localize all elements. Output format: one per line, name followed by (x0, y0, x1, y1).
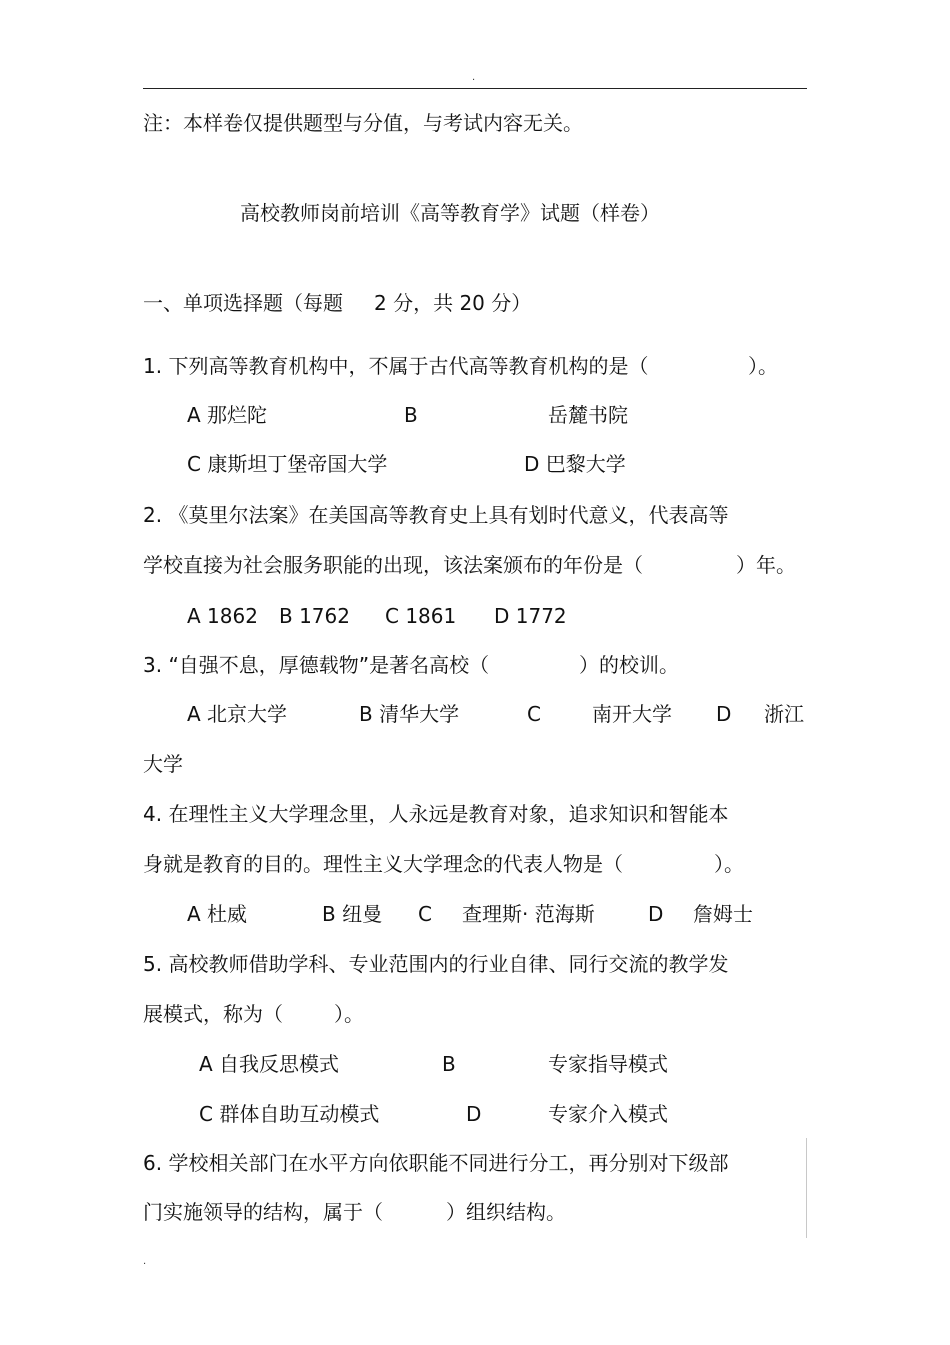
question-1-text-end: ）。 (748, 354, 778, 378)
q4-option-c: 查理斯· 范海斯 (462, 902, 595, 926)
q2-option-c: C 1861 (385, 604, 457, 628)
section-heading: 一、单项选择题（每题 (143, 291, 343, 315)
question-5-text: 5. 高校教师借助学科、专业范围内的行业自律、同行交流的教学发 (143, 952, 729, 976)
q3-option-d: 浙江 (764, 702, 804, 726)
question-6-text-2: 门实施领导的结构，属于（ (143, 1200, 383, 1224)
q4-option-c-label: C (418, 902, 432, 926)
q1-option-c: C 康斯坦丁堡帝国大学 (187, 452, 388, 476)
page-title: 高校教师岗前培训《高等教育学》试题（样卷） (240, 201, 660, 225)
q1-option-b-label: B (404, 403, 418, 427)
question-5-text-end: ）。 (334, 1002, 364, 1026)
q4-option-b: B 纽曼 (322, 902, 383, 926)
q3-option-b: B 清华大学 (359, 702, 460, 726)
note-text: 注：本样卷仅提供题型与分值，与考试内容无关。 (143, 111, 583, 135)
q2-option-b: B 1762 (279, 604, 350, 628)
q1-option-d: D 巴黎大学 (524, 452, 626, 476)
header-rule (143, 88, 807, 89)
q3-option-d-label: D (716, 702, 732, 726)
question-4-text: 4. 在理性主义大学理念里，人永远是教育对象，追求知识和智能本 (143, 802, 729, 826)
q4-option-d: 詹姆士 (693, 902, 753, 926)
q4-option-d-label: D (648, 902, 664, 926)
section-score: 2 分，共 20 分） (374, 291, 532, 315)
question-3-text-end: ）的校训。 (579, 653, 679, 677)
question-2-text-2: 学校直接为社会服务职能的出现，该法案颁布的年份是（ (143, 553, 643, 577)
right-edge-line (806, 1138, 807, 1238)
q2-option-a: A 1862 (187, 604, 258, 628)
q3-option-d-wrap: 大学 (143, 752, 183, 776)
q4-option-a: A 杜威 (187, 902, 248, 926)
q5-option-b: 专家指导模式 (548, 1052, 668, 1076)
question-4-text-end: ）。 (714, 852, 744, 876)
q2-option-d: D 1772 (494, 604, 567, 628)
question-6-text-end: ）组织结构。 (446, 1200, 566, 1224)
question-3-text: 3. “自强不息，厚德载物”是著名高校（ (143, 653, 490, 677)
question-1-text: 1. 下列高等教育机构中，不属于古代高等教育机构的是（ (143, 354, 649, 378)
header-dot: . (472, 72, 476, 83)
question-2-text: 2. 《莫里尔法案》在美国高等教育史上具有划时代意义，代表高等 (143, 503, 729, 527)
question-4-text-2: 身就是教育的目的。理性主义大学理念的代表人物是（ (143, 852, 623, 876)
q3-option-a: A 北京大学 (187, 702, 288, 726)
q1-option-b: 岳麓书院 (548, 403, 628, 427)
question-5-text-2: 展模式，称为（ (143, 1002, 283, 1026)
q3-option-c-label: C (527, 702, 541, 726)
q5-option-a: A 自我反思模式 (199, 1052, 340, 1076)
q5-option-d-label: D (466, 1102, 482, 1126)
q3-option-c: 南开大学 (592, 702, 672, 726)
q5-option-c: C 群体自助互动模式 (199, 1102, 380, 1126)
q5-option-d: 专家介入模式 (548, 1102, 668, 1126)
question-6-text: 6. 学校相关部门在水平方向依职能不同进行分工，再分别对下级部 (143, 1151, 729, 1175)
q5-option-b-label: B (442, 1052, 456, 1076)
footer-dot: . (143, 1256, 147, 1267)
q1-option-a: A 那烂陀 (187, 403, 268, 427)
question-2-text-end: ）年。 (736, 553, 796, 577)
